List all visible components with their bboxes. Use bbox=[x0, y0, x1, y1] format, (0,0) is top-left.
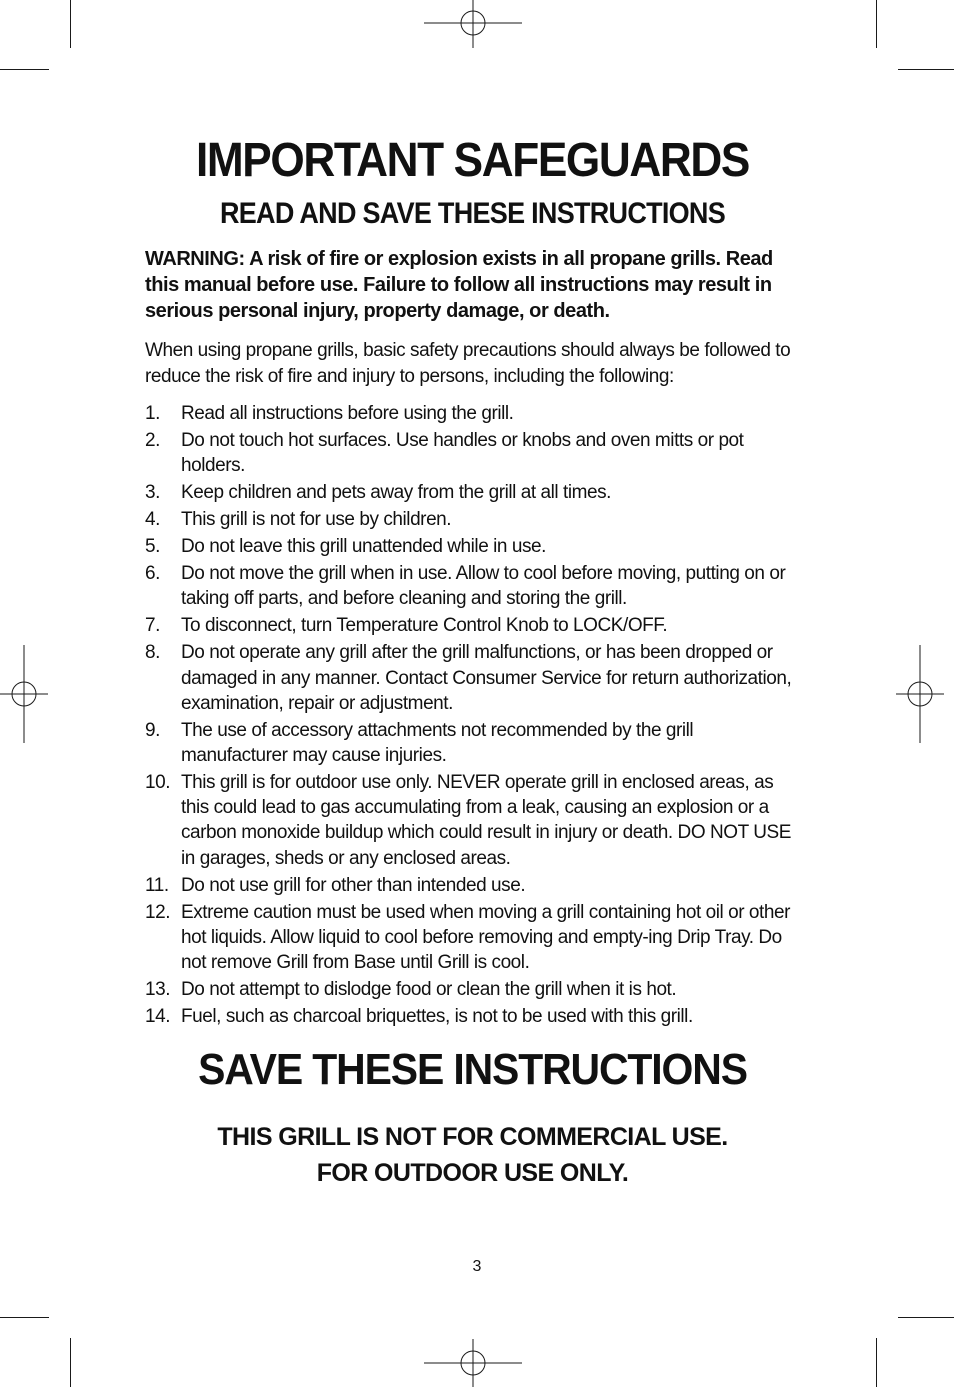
list-item-number: 7. bbox=[145, 615, 160, 637]
crop-mark-top-left-horizontal bbox=[0, 69, 49, 70]
list-item-number: 11. bbox=[145, 874, 169, 896]
page-subtitle: READ AND SAVE THESE INSTRUCTIONS bbox=[219, 197, 726, 230]
registration-mark-bottom-icon bbox=[424, 1339, 522, 1387]
list-item bbox=[145, 770, 800, 871]
list-item-text: Do not leave this grill unattended while in use. bbox=[181, 536, 546, 558]
list-item-number: 10. bbox=[145, 772, 171, 794]
list-item bbox=[145, 873, 800, 898]
list-item-text: Do not move the grill when in use. Allow to cool before moving, putting on or taking off parts, and before cleaning and storing the grill. bbox=[181, 563, 786, 610]
list-item bbox=[145, 977, 800, 1002]
list-item bbox=[145, 561, 800, 611]
usage-notice bbox=[145, 1119, 800, 1191]
list-item bbox=[145, 640, 800, 716]
registration-mark-right-icon bbox=[896, 645, 944, 743]
list-item-text: Keep children and pets away from the grill at all times. bbox=[181, 482, 611, 504]
list-item-text: This grill is for outdoor use only. NEVER operate grill in enclosed areas, as this could lead to gas accumulating from a leak, causing an explosion or a carbon monoxide buildup which could result in injury or death. DO NOT USE in garages, sheds or any enclosed areas. bbox=[181, 772, 791, 869]
list-item bbox=[145, 401, 800, 426]
list-item-number: 9. bbox=[145, 719, 160, 741]
list-item bbox=[145, 718, 800, 768]
list-item bbox=[145, 480, 800, 505]
save-instructions-heading: SAVE THESE INSTRUCTIONS bbox=[198, 1045, 747, 1095]
list-item-number: 4. bbox=[145, 509, 160, 531]
safeguard-list bbox=[145, 401, 800, 1029]
crop-mark-bottom-right-vertical bbox=[876, 1338, 877, 1387]
list-item-number: 14. bbox=[145, 1006, 171, 1028]
list-item-number: 5. bbox=[145, 536, 160, 558]
page-title: IMPORTANT SAFEGUARDS bbox=[195, 134, 750, 187]
crop-mark-bottom-left-vertical bbox=[70, 1338, 71, 1387]
crop-mark-top-right-horizontal bbox=[898, 69, 954, 70]
crop-mark-top-right-vertical bbox=[876, 0, 877, 48]
list-item-number: 3. bbox=[145, 482, 160, 504]
list-item-text: Fuel, such as charcoal briquettes, is not to be used with this grill. bbox=[181, 1006, 693, 1028]
list-item-number: 8. bbox=[145, 642, 160, 664]
list-item bbox=[145, 534, 800, 559]
crop-mark-bottom-right-horizontal bbox=[898, 1317, 954, 1318]
list-item-text: Do not use grill for other than intended use. bbox=[181, 874, 526, 896]
list-item-number: 6. bbox=[145, 563, 160, 585]
list-item bbox=[145, 1004, 800, 1029]
list-item bbox=[145, 507, 800, 532]
list-item-text: Read all instructions before using the grill. bbox=[181, 403, 514, 424]
list-item-text: Extreme caution must be used when moving a grill containing hot oil or other hot liquids. Allow liquid to cool before removing and empty-ing Drip Tray. Do not remove Grill from Base until Grill is cool. bbox=[181, 901, 790, 974]
list-item bbox=[145, 613, 800, 638]
registration-mark-top-icon bbox=[424, 0, 522, 48]
list-item-number: 2. bbox=[145, 430, 160, 451]
notice-outdoor-use: FOR OUTDOOR USE ONLY. bbox=[316, 1159, 629, 1188]
intro-paragraph: When using propane grills, basic safety precautions should always be followed to reduce the risk of fire and injury to persons, including the following: bbox=[145, 340, 791, 387]
crop-mark-bottom-left-horizontal bbox=[0, 1317, 49, 1318]
list-item-text: The use of accessory attachments not recommended by the grill manufacturer may cause injuries. bbox=[181, 719, 694, 767]
list-item-text: Do not touch hot surfaces. Use handles or knobs and oven mitts or pot holders. bbox=[181, 430, 744, 477]
list-item-number: 13. bbox=[145, 979, 171, 1001]
list-item-number: 1. bbox=[145, 403, 160, 424]
notice-commercial-use: THIS GRILL IS NOT FOR COMMERCIAL USE. bbox=[217, 1123, 728, 1152]
warning-paragraph: WARNING: A risk of fire or explosion exists in all propane grills. Read this manual before use. Failure to follow all instructions may result in serious personal injury, property damage, or death. bbox=[145, 248, 773, 322]
list-item-text: This grill is not for use by children. bbox=[181, 509, 452, 531]
registration-mark-left-icon bbox=[0, 645, 48, 743]
list-item bbox=[145, 428, 800, 478]
page-content bbox=[145, 132, 800, 1191]
list-item-text: To disconnect, turn Temperature Control Knob to LOCK/OFF. bbox=[181, 615, 668, 637]
list-item-text: Do not operate any grill after the grill malfunctions, or has been dropped or damaged in any manner. Contact Consumer Service for return authorization, examination, repair or adjustment. bbox=[181, 642, 792, 714]
list-item-text: Do not attempt to dislodge food or clean the grill when it is hot. bbox=[181, 979, 677, 1001]
page-number: 3 bbox=[472, 1258, 482, 1275]
crop-mark-top-left-vertical bbox=[70, 0, 71, 48]
list-item bbox=[145, 900, 800, 976]
list-item-number: 12. bbox=[145, 901, 171, 923]
